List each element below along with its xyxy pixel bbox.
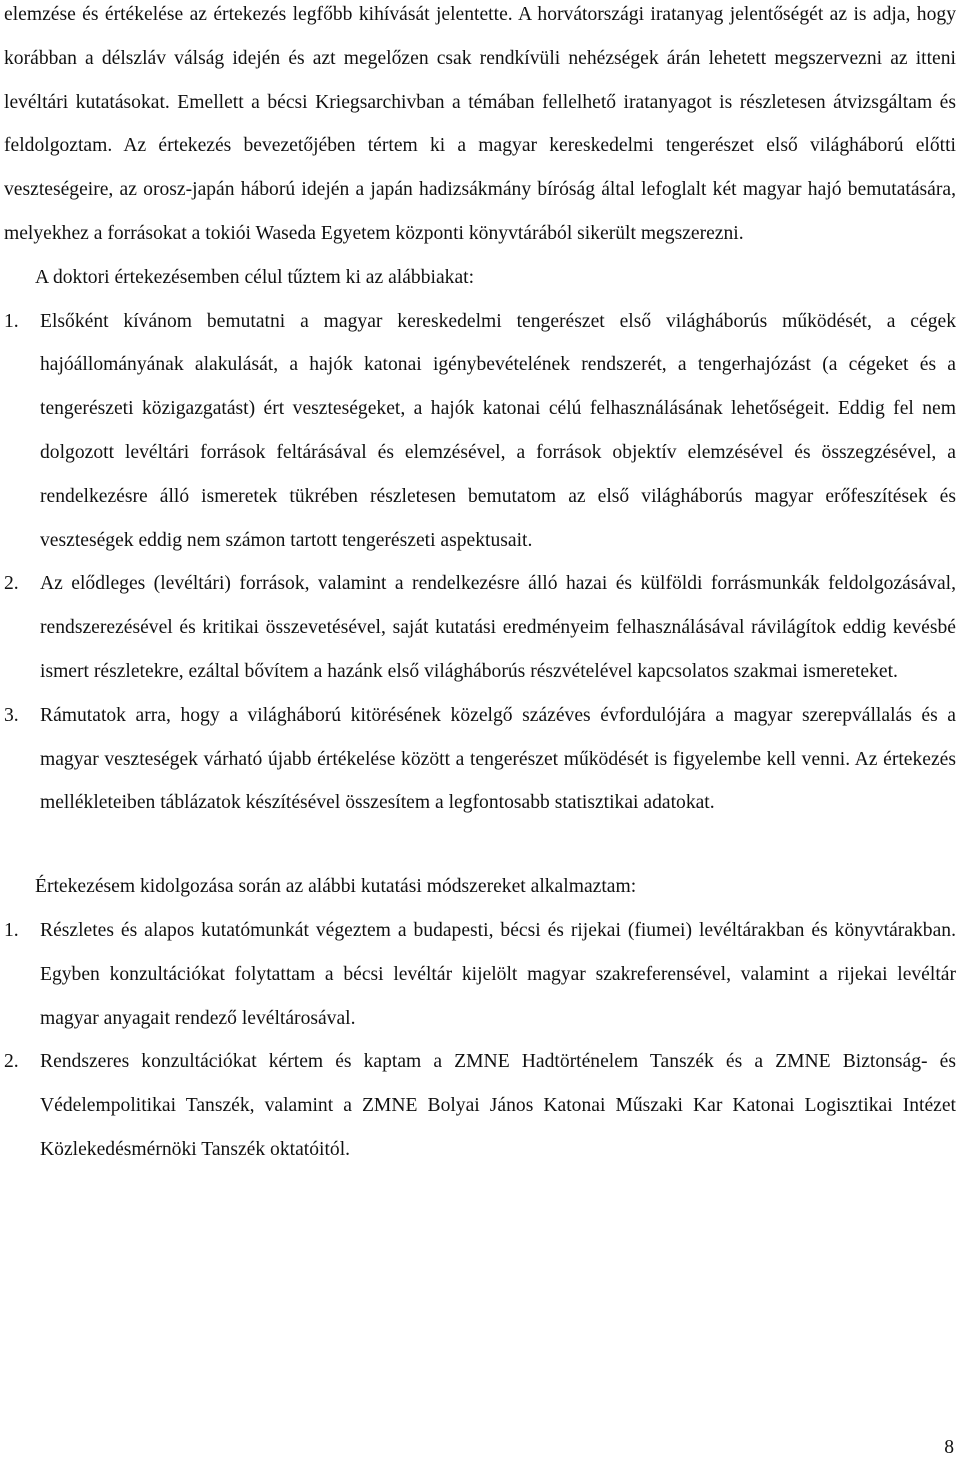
list-item-text: Részletes és alapos kutatómunkát végeztem a budapesti, bécsi és rijekai (fiumei) levéltárakban és könyvtárakban. Egyben konzultációkat folytattam a bécsi levéltár kijelölt magyar szakreferensével, valamint a rijekai levéltár magyar anyagait rendező levéltárosával. [40,919,956,1029]
methods-list [4,909,956,1172]
goals-list [4,300,956,826]
methods-intro: Értekezésem kidolgozása során az alábbi kutatási módszereket alkalmaztam: [35,876,637,898]
list-number: 2. [4,573,19,595]
goal-item-3 [4,694,956,825]
method-item-1 [4,909,956,1040]
list-number: 1. [4,919,19,941]
list-number: 1. [4,310,19,332]
list-number: 2. [4,1051,19,1073]
intro-paragraph: elemzése és értékelése az értekezés legfőbb kihívását jelentette. A horvátországi iratanyag jelentőségét az is adja, hogy korábban a délszláv válság idején és azt megelőzen csak rendkívüli nehézségek árán lehetett megszervezni az itteni levéltári kutatásokat. Emellett a bécsi Kriegsarchivban a témában fellelhető iratanyagot is részletesen átvizsgáltam és feldolgoztam. Az értekezés bevezetőjében tértem ki a magyar kereskedelmi tengerészet első világháború előtti veszteségeire, az orosz-japán háború idején a japán hadizsákmány bíróság által lefoglalt két magyar hajó bemutatására, melyekhez a forrásokat a tokiói Waseda Egyetem központi könyvtárából sikerült megszerezni. [4,4,956,244]
list-item-text: Az elődleges (levéltári) források, valamint a rendelkezésre álló hazai és külföldi forrásmunkák feldolgozásával, rendszerezésével és kritikai összevetésével, saját kutatási eredményeim felhasználásával rávilágítok eddig kevésbé ismert részletekre, ezáltal bővítem a hazánk első világháborús részvételével kapcsolatos szakmai ismereteket. [40,573,956,682]
list-item-text: Rámutatok arra, hogy a világháború kitörésének közelgő százéves évfordulójára a magyar szerepvállalás és a magyar veszteségek várható újabb értékelése között a tengerészet működését is figyelembe kell venni. Az értekezés mellékleteiben táblázatok készítésével összesítem a legfontosabb statisztikai adatokat. [40,704,956,814]
goal-item-2 [4,562,956,693]
list-number: 3. [4,704,19,726]
list-item-text: Elsőként kívánom bemutatni a magyar kereskedelmi tengerészet első világháborús működését, a cégek hajóállományának alakulását, a hajók katonai igénybevételének rendszerét, a tengerhajózást (a cégeket és a tengerészeti közigazgatást) ért veszteségeket, a hajók katonai célú felhasználásának lehetőségeit. Eddig fel nem dolgozott levéltári források feltárásával és elemzésével, a források objektív elemzésével és összegzésével, a rendelkezésre álló ismeretek tükrében részletesen bemutatom az első világháborús magyar erőfeszítések és veszteségek eddig nem számon tartott tengerészeti aspektusait. [40,310,956,551]
list-item-text: Rendszeres konzultációkat kértem és kaptam a ZMNE Hadtörténelem Tanszék és a ZMNE Biztonság- és Védelempolitikai Tanszék, valamint a ZMNE Bolyai János Katonai Műszaki Kar Katonai Logisztikai Intézet Közlekedésmérnöki Tanszék oktatóitól. [40,1051,956,1160]
goals-intro: A doktori értekezésemben célul tűztem ki az alábbiakat: [35,266,475,288]
method-item-2 [4,1040,956,1171]
page-number: 8 [944,1437,954,1458]
goal-item-1 [4,300,956,563]
